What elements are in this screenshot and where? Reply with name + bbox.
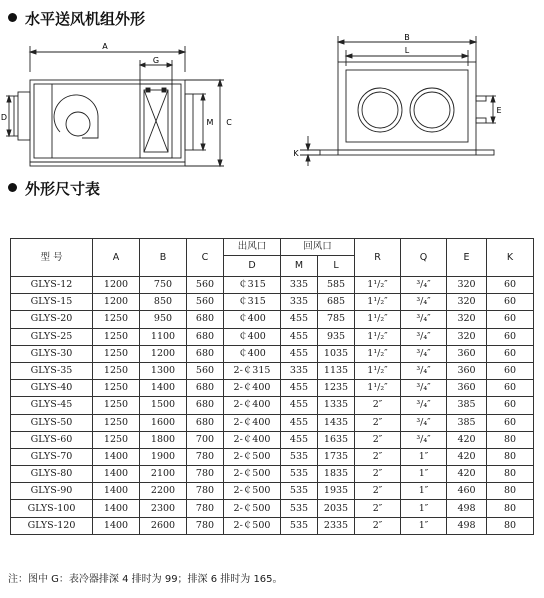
table-cell: 360 [447,345,487,362]
table-cell: GLYS-120 [11,517,93,534]
header-l: L [318,256,355,277]
table-cell: 1400 [93,517,140,534]
table-cell: 2335 [318,517,355,534]
table-cell: 1″ [401,517,447,534]
table-cell: ³/₄″ [401,431,447,448]
table-cell: 2-￠400 [224,380,281,397]
header-b: B [140,239,187,277]
table-row [11,466,534,483]
table-cell: 2-￠500 [224,517,281,534]
table-row [11,294,534,311]
table-cell: 80 [487,483,534,500]
table-cell: 1¹/₂″ [355,311,401,328]
section-heading-unit-outline [8,8,145,29]
table-cell: 2-￠500 [224,483,281,500]
table-cell: 1250 [93,397,140,414]
table-cell: 1250 [93,328,140,345]
table-cell: ￠400 [224,311,281,328]
table-cell: 2035 [318,500,355,517]
table-cell: 1¹/₂″ [355,294,401,311]
table-cell: 1¹/₂″ [355,328,401,345]
table-cell: 80 [487,517,534,534]
table-cell: 80 [487,431,534,448]
table-cell: 455 [281,311,318,328]
table-cell: 455 [281,328,318,345]
table-cell: 2300 [140,500,187,517]
table-cell: 2-￠400 [224,414,281,431]
front-view-drawing [0,32,270,172]
header-a: A [93,239,140,277]
table-cell: 420 [447,431,487,448]
table-cell: 1335 [318,397,355,414]
table-cell: 680 [187,311,224,328]
table-cell: GLYS-30 [11,345,93,362]
table-cell: 935 [318,328,355,345]
table-cell: 420 [447,448,487,465]
header-return: 回风口 [281,239,355,256]
table-cell: 2″ [355,466,401,483]
table-row [11,328,534,345]
dimension-label-k: K [293,149,299,158]
table-cell: 1″ [401,500,447,517]
table-cell: 2″ [355,397,401,414]
table-cell: 80 [487,466,534,483]
table-cell: 498 [447,517,487,534]
table-cell: 1300 [140,362,187,379]
table-cell: 785 [318,311,355,328]
table-cell: ￠315 [224,277,281,294]
table-row [11,431,534,448]
table-cell: 320 [447,328,487,345]
table-cell: 2-￠500 [224,466,281,483]
table-cell: 1″ [401,483,447,500]
table-cell: 360 [447,362,487,379]
table-cell: 2″ [355,500,401,517]
table-cell: 585 [318,277,355,294]
table-cell: 780 [187,466,224,483]
table-cell: 1400 [93,483,140,500]
table-cell: 1800 [140,431,187,448]
table-cell: GLYS-60 [11,431,93,448]
table-cell: 2″ [355,483,401,500]
table-cell: 685 [318,294,355,311]
table-row [11,448,534,465]
table-cell: 700 [187,431,224,448]
table-cell: 1600 [140,414,187,431]
table-cell: 2600 [140,517,187,534]
table-cell: 560 [187,294,224,311]
table-cell: 780 [187,517,224,534]
bullet-icon [8,183,17,192]
table-cell: ³/₄″ [401,345,447,362]
header-q: Q [401,239,447,277]
table-cell: 560 [187,362,224,379]
table-cell: GLYS-80 [11,466,93,483]
header-model: 型 号 [11,239,93,277]
table-cell: ³/₄″ [401,294,447,311]
table-cell: 420 [447,466,487,483]
table-cell: 60 [487,328,534,345]
table-cell: 455 [281,431,318,448]
table-cell: 460 [447,483,487,500]
table-cell: 1¹/₂″ [355,277,401,294]
table-cell: 335 [281,294,318,311]
table-cell: 750 [140,277,187,294]
table-cell: 2-￠500 [224,448,281,465]
table-cell: 680 [187,397,224,414]
table-row [11,277,534,294]
table-row [11,414,534,431]
table-cell: 60 [487,414,534,431]
table-cell: 1400 [93,448,140,465]
table-cell: 950 [140,311,187,328]
table-cell: ￠400 [224,345,281,362]
table-cell: 320 [447,294,487,311]
dimension-label-a: A [102,42,108,51]
table-cell: 1400 [93,500,140,517]
table-cell: 2-￠315 [224,362,281,379]
table-cell: 535 [281,517,318,534]
table-cell: GLYS-20 [11,311,93,328]
section-title-dimensions: 外形尺寸表 [25,180,101,198]
table-cell: 2″ [355,448,401,465]
table-cell: 680 [187,380,224,397]
table-cell: 360 [447,380,487,397]
table-cell: 850 [140,294,187,311]
table-cell: 2200 [140,483,187,500]
table-cell: ￠315 [224,294,281,311]
table-row [11,345,534,362]
table-cell: 1235 [318,380,355,397]
table-row [11,362,534,379]
table-cell: 2-￠400 [224,431,281,448]
table-cell: 780 [187,483,224,500]
table-cell: 60 [487,397,534,414]
dimension-label-b: B [404,33,410,42]
dimension-label-e: E [496,106,502,115]
table-cell: 1835 [318,466,355,483]
table-cell: GLYS-25 [11,328,93,345]
table-cell: 1400 [140,380,187,397]
table-cell: 60 [487,311,534,328]
table-cell: 560 [187,277,224,294]
table-cell: 1250 [93,414,140,431]
table-cell: 1735 [318,448,355,465]
section-title-outline: 水平送风机组外形 [25,10,146,28]
table-cell: ³/₄″ [401,311,447,328]
table-cell: GLYS-12 [11,277,93,294]
table-cell: ³/₄″ [401,397,447,414]
dimension-table [10,238,534,535]
table-cell: 680 [187,328,224,345]
table-row [11,483,534,500]
table-cell: 1250 [93,362,140,379]
table-cell: 60 [487,294,534,311]
table-cell: 2-￠400 [224,397,281,414]
dimension-label-d: D [0,113,8,122]
table-cell: 385 [447,414,487,431]
side-view-drawing [280,32,544,172]
table-cell: 1¹/₂″ [355,362,401,379]
table-cell: 60 [487,380,534,397]
table-cell: GLYS-40 [11,380,93,397]
table-cell: 1035 [318,345,355,362]
table-cell: 535 [281,483,318,500]
table-cell: 1900 [140,448,187,465]
table-cell: ￠400 [224,328,281,345]
header-outlet: 出风口 [224,239,281,256]
table-cell: 535 [281,500,318,517]
table-cell: 1635 [318,431,355,448]
table-cell: 1400 [93,466,140,483]
table-cell: 2-￠500 [224,500,281,517]
table-cell: ³/₄″ [401,380,447,397]
header-e: E [447,239,487,277]
table-cell: 80 [487,500,534,517]
table-cell: 1250 [93,345,140,362]
table-cell: 455 [281,345,318,362]
table-row [11,500,534,517]
dimension-label-m: M [206,118,214,127]
table-cell: 60 [487,362,534,379]
table-cell: ³/₄″ [401,414,447,431]
table-cell: 2″ [355,517,401,534]
table-row [11,517,534,534]
table-cell: GLYS-45 [11,397,93,414]
table-cell: 1200 [93,277,140,294]
table-cell: GLYS-100 [11,500,93,517]
table-cell: 1250 [93,380,140,397]
table-row [11,311,534,328]
table-cell: 335 [281,277,318,294]
table-cell: 1″ [401,466,447,483]
header-k: K [487,239,534,277]
table-cell: 1935 [318,483,355,500]
table-row [11,397,534,414]
dimension-label-c: C [226,118,232,127]
table-cell: 535 [281,448,318,465]
table-cell: 780 [187,448,224,465]
table-cell: 780 [187,500,224,517]
section-heading-dimension-table [8,178,100,199]
table-cell: 1200 [93,294,140,311]
table-cell: 2100 [140,466,187,483]
dimension-label-l: L [404,46,410,55]
table-cell: 1250 [93,431,140,448]
table-cell: 2″ [355,431,401,448]
header-c: C [187,239,224,277]
table-cell: 1″ [401,448,447,465]
table-cell: ³/₄″ [401,362,447,379]
header-d: D [224,256,281,277]
table-cell: 1¹/₂″ [355,345,401,362]
table-cell: 335 [281,362,318,379]
header-m: M [281,256,318,277]
table-cell: 455 [281,397,318,414]
table-cell: 455 [281,414,318,431]
table-cell: GLYS-35 [11,362,93,379]
table-cell: 320 [447,277,487,294]
table-cell: 1250 [93,311,140,328]
table-cell: 1100 [140,328,187,345]
table-cell: 60 [487,345,534,362]
table-cell: GLYS-90 [11,483,93,500]
table-cell: 1¹/₂″ [355,380,401,397]
table-cell: 535 [281,466,318,483]
table-cell: 1500 [140,397,187,414]
table-cell: 498 [447,500,487,517]
table-cell: 1435 [318,414,355,431]
table-cell: GLYS-50 [11,414,93,431]
header-r: R [355,239,401,277]
table-cell: 1135 [318,362,355,379]
table-cell: 680 [187,345,224,362]
table-row [11,380,534,397]
dimension-label-g: G [152,56,160,65]
table-cell: 680 [187,414,224,431]
footnote: 注：图中 G：表冷器排深 4 排时为 99；排深 6 排时为 165。 [8,574,283,585]
table-cell: 60 [487,277,534,294]
table-cell: 2″ [355,414,401,431]
bullet-icon [8,13,17,22]
table-cell: 80 [487,448,534,465]
table-cell: ³/₄″ [401,328,447,345]
table-cell: GLYS-15 [11,294,93,311]
table-cell: 385 [447,397,487,414]
table-cell: 1200 [140,345,187,362]
table-body [11,277,534,535]
table-cell: 455 [281,380,318,397]
table-cell: 320 [447,311,487,328]
table-cell: GLYS-70 [11,448,93,465]
table-cell: ³/₄″ [401,277,447,294]
